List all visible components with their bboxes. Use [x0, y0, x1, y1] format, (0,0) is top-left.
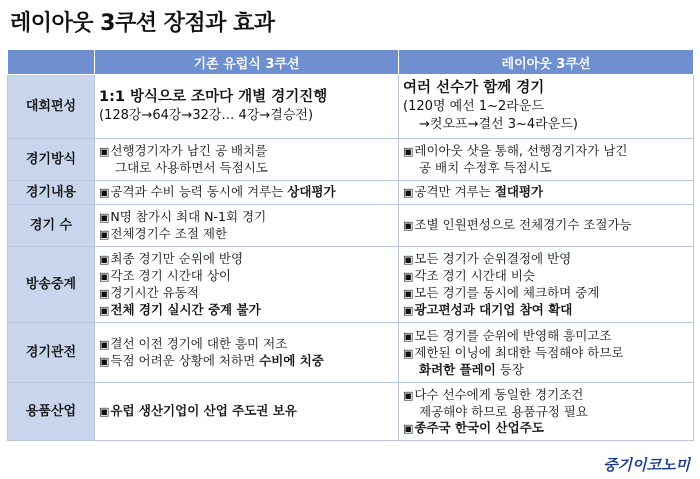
- cell-text: 경기시간 유동적: [110, 284, 199, 300]
- row-label: 방송중계: [8, 247, 95, 323]
- bullet-icon: ▣: [99, 405, 110, 418]
- bullet-icon: ▣: [403, 252, 414, 266]
- cell-text: 공격과 수비 능력 동시에 겨루는: [110, 184, 288, 199]
- bullet-icon: ▣: [99, 252, 110, 266]
- cell-text-bold: 상대평가: [287, 184, 336, 199]
- row-label: 경기내용: [8, 181, 95, 205]
- header-european: 기존 유럽식 3쿠션: [95, 50, 399, 75]
- cell-text: 전체경기수 조절 제한: [110, 225, 228, 241]
- cell-european: [95, 205, 399, 247]
- bullet-icon: ▣: [403, 219, 414, 232]
- cell-text-bold: 수비에 치중: [259, 352, 324, 368]
- row-label: 경기 수: [8, 205, 95, 247]
- cell-european: [95, 323, 399, 383]
- cell-layout: [399, 181, 694, 205]
- bullet-icon: ▣: [403, 303, 414, 317]
- cell-text: 공 배치 수정후 득점시도: [419, 160, 552, 175]
- cell-text: 각조 경기 시간대 상이: [110, 267, 232, 283]
- row-label: 용품산업: [8, 383, 95, 441]
- cell-european: [95, 75, 399, 139]
- cell-text: 여러 선수가 함께 경기: [403, 80, 545, 96]
- bullet-icon: ▣: [99, 303, 110, 317]
- cell-text: 그대로 사용하면서 득점시도: [115, 160, 268, 175]
- bullet-icon: ▣: [99, 337, 110, 351]
- cell-layout: [399, 75, 694, 139]
- bullet-icon: ▣: [99, 227, 110, 241]
- cell-text-bold: 유럽 생산기업이 산업 주도권 보유: [110, 403, 297, 418]
- cell-european: [95, 383, 399, 441]
- cell-text: 득점 어려운 상황에 처하면: [110, 352, 260, 368]
- cell-layout: [399, 383, 694, 441]
- table-row: [8, 383, 694, 441]
- cell-text: 결선 이전 경기에 대한 흥미 저조: [110, 335, 288, 351]
- cell-text: 모든 경기가 순위결정에 반영: [414, 250, 572, 266]
- table-row: [8, 139, 694, 181]
- bullet-icon: ▣: [99, 354, 110, 368]
- cell-layout: [399, 205, 694, 247]
- bullet-icon: ▣: [99, 145, 110, 158]
- cell-text-bold: 화려한 플레이: [419, 361, 496, 377]
- table-header-row: [8, 50, 694, 75]
- cell-text: 각조 경기 시간대 비슷: [414, 267, 536, 283]
- row-label: 경기방식: [8, 139, 95, 181]
- cell-text: (120명 예선 1~2라운드: [403, 99, 544, 114]
- cell-text-bold: 광고편성과 대기업 참여 확대: [414, 301, 573, 317]
- bullet-icon: ▣: [403, 346, 414, 360]
- bullet-icon: ▣: [403, 186, 414, 199]
- table-row: [8, 323, 694, 383]
- header-corner: [8, 50, 95, 75]
- bullet-icon: ▣: [99, 210, 110, 224]
- cell-text: 공격만 겨루는: [414, 184, 495, 199]
- table-row: [8, 247, 694, 323]
- page-title: 레이아웃 3쿠션 장점과 효과: [10, 11, 275, 36]
- comparison-table: [7, 49, 694, 441]
- bullet-icon: ▣: [403, 286, 414, 300]
- bullet-icon: ▣: [403, 388, 414, 402]
- cell-european: [95, 247, 399, 323]
- cell-text: 선행경기자가 남긴 공 배치를: [110, 143, 268, 158]
- row-label: 대회편성: [8, 75, 95, 139]
- bullet-icon: ▣: [403, 329, 414, 343]
- table-row: [8, 181, 694, 205]
- bullet-icon: ▣: [99, 269, 110, 283]
- cell-text: 등장: [495, 361, 524, 377]
- bullet-icon: ▣: [99, 186, 110, 199]
- cell-layout: [399, 139, 694, 181]
- cell-text: 다수 선수에게 동일한 경기조건: [414, 386, 584, 402]
- cell-text: 모든 경기를 동시에 체크하며 중계: [414, 284, 600, 300]
- cell-text-bold: 종주국 한국이 산업주도: [414, 419, 544, 435]
- cell-text: 제공해야 하므로 용품규정 필요: [419, 403, 588, 419]
- cell-layout: [399, 247, 694, 323]
- cell-text: 제한된 이닝에 최대한 득점해야 하므로: [414, 344, 624, 360]
- bullet-icon: ▣: [403, 145, 414, 158]
- cell-text: (128강→64강→32강… 4강→결승전): [99, 108, 314, 123]
- table-row: [8, 75, 694, 139]
- cell-text: 조별 인원편성으로 전체경기수 조절가능: [414, 217, 632, 232]
- row-label: 경기관전: [8, 323, 95, 383]
- bullet-icon: ▣: [99, 286, 110, 300]
- cell-text: 레이아웃 샷을 통해, 선행경기자가 남긴: [414, 143, 628, 158]
- cell-text-bold: 전체 경기 실시간 중계 불가: [110, 301, 261, 317]
- bullet-icon: ▣: [403, 269, 414, 283]
- header-layout: 레이아웃 3쿠션: [399, 50, 694, 75]
- cell-text-bold: 절대평가: [494, 184, 544, 199]
- cell-european: [95, 181, 399, 205]
- cell-layout: [399, 323, 694, 383]
- cell-text: →컷오프→결선 3~4라운드): [419, 117, 578, 132]
- cell-text: 최종 경기만 순위에 반영: [110, 250, 244, 266]
- cell-text: 모든 경기를 순위에 반영해 흥미고조: [414, 327, 612, 343]
- table-row: [8, 205, 694, 247]
- cell-text: 1:1 방식으로 조마다 개별 경기진행: [99, 89, 328, 105]
- publisher-logo: 중기이코노미: [603, 456, 690, 474]
- cell-text: N명 참가시 최대 N-1회 경기: [110, 208, 267, 224]
- bullet-icon: ▣: [403, 421, 414, 435]
- cell-european: [95, 139, 399, 181]
